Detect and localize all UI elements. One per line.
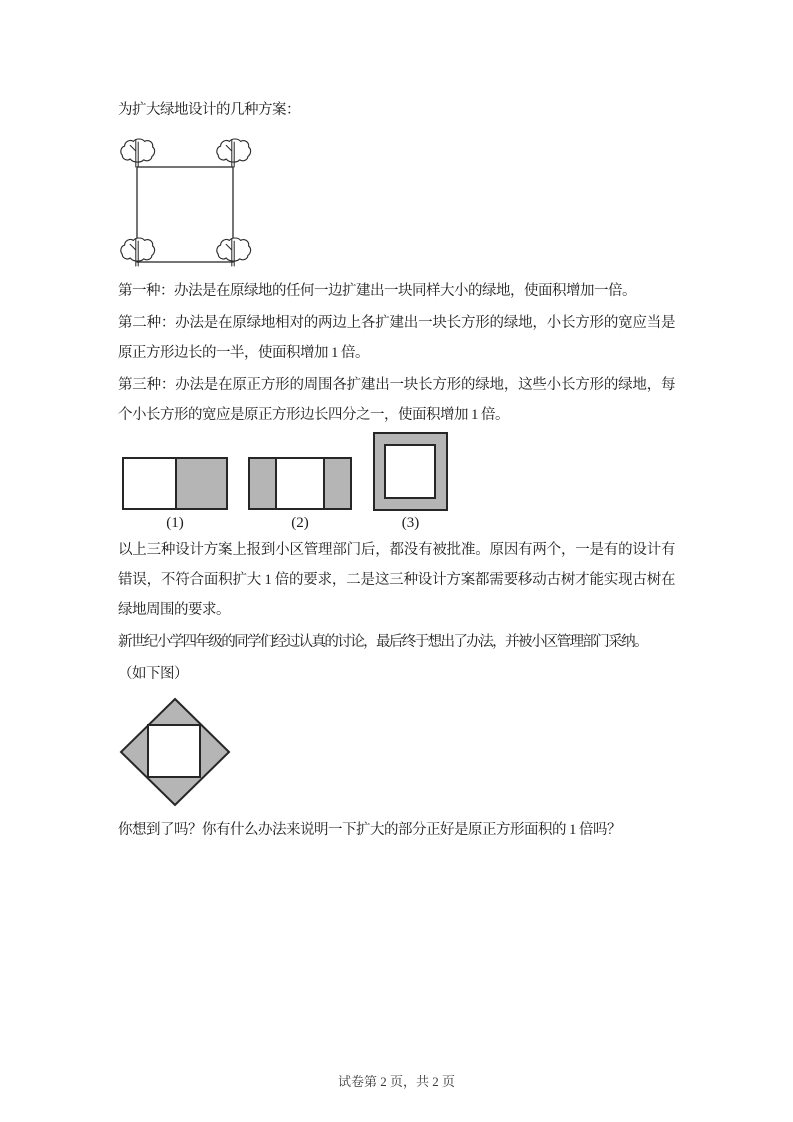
plan-figure-2 xyxy=(248,457,352,510)
plan2-added-left xyxy=(250,459,275,508)
diamond-original-square xyxy=(148,725,200,777)
plan-figure-3 xyxy=(373,432,448,511)
plan1-added-area xyxy=(175,459,226,508)
tree-icon xyxy=(121,139,155,167)
paragraph-method-1: 第一种：办法是在原绿地的任何一边扩建出一块同样大小的绿地，使面积增加一倍。 xyxy=(118,283,636,299)
paragraph-rejection: 以上三种设计方案上报到小区管理部门后，都没有被批准。原因有两个，一是有的设计有错误，不符合面积扩大 1 倍的要求，二是这三种设计方案都需要移动古树才能实现古树在绿地周围的要求。 xyxy=(118,542,675,618)
paragraph-method-2: 第二种：办法是在原绿地相对的两边上各扩建出一块长方形的绿地，小长方形的宽应当是原正方形边长的一半，使面积增加 1 倍。 xyxy=(118,315,675,361)
paragraph-question: 你想到了吗？你有什么办法来说明一下扩大的部分正好是原正方形面积的 1 倍吗？ xyxy=(118,822,621,838)
tree-icon xyxy=(217,139,251,167)
diamond-figure xyxy=(118,696,232,808)
plan-label-1: (1) xyxy=(166,515,184,531)
plan2-original-area xyxy=(275,459,325,508)
plan-label-3: (3) xyxy=(401,515,420,531)
plan2-added-right xyxy=(325,459,350,508)
plan-figure-1 xyxy=(122,457,228,510)
plan1-original-area xyxy=(124,459,175,508)
page-footer: 试卷第 2 页，共 2 页 xyxy=(337,1074,455,1089)
see-figure-note: （如下图） xyxy=(118,666,188,682)
paragraph-solution: 新世纪小学四年级的同学们经过认真的讨论，最后终于想出了办法，并被小区管理部门采纳。 xyxy=(118,634,647,650)
intro-line: 为扩大绿地设计的几种方案： xyxy=(118,102,300,118)
garden-figure xyxy=(105,138,265,273)
plan3-original-area xyxy=(384,444,436,499)
plan-label-2: (2) xyxy=(291,515,309,531)
paragraph-method-3: 第三种：办法是在原正方形的周围各扩建出一块长方形的绿地，这些小长方形的绿地，每个小长方形的宽应是原正方形边长四分之一，使面积增加 1 倍。 xyxy=(118,377,675,423)
